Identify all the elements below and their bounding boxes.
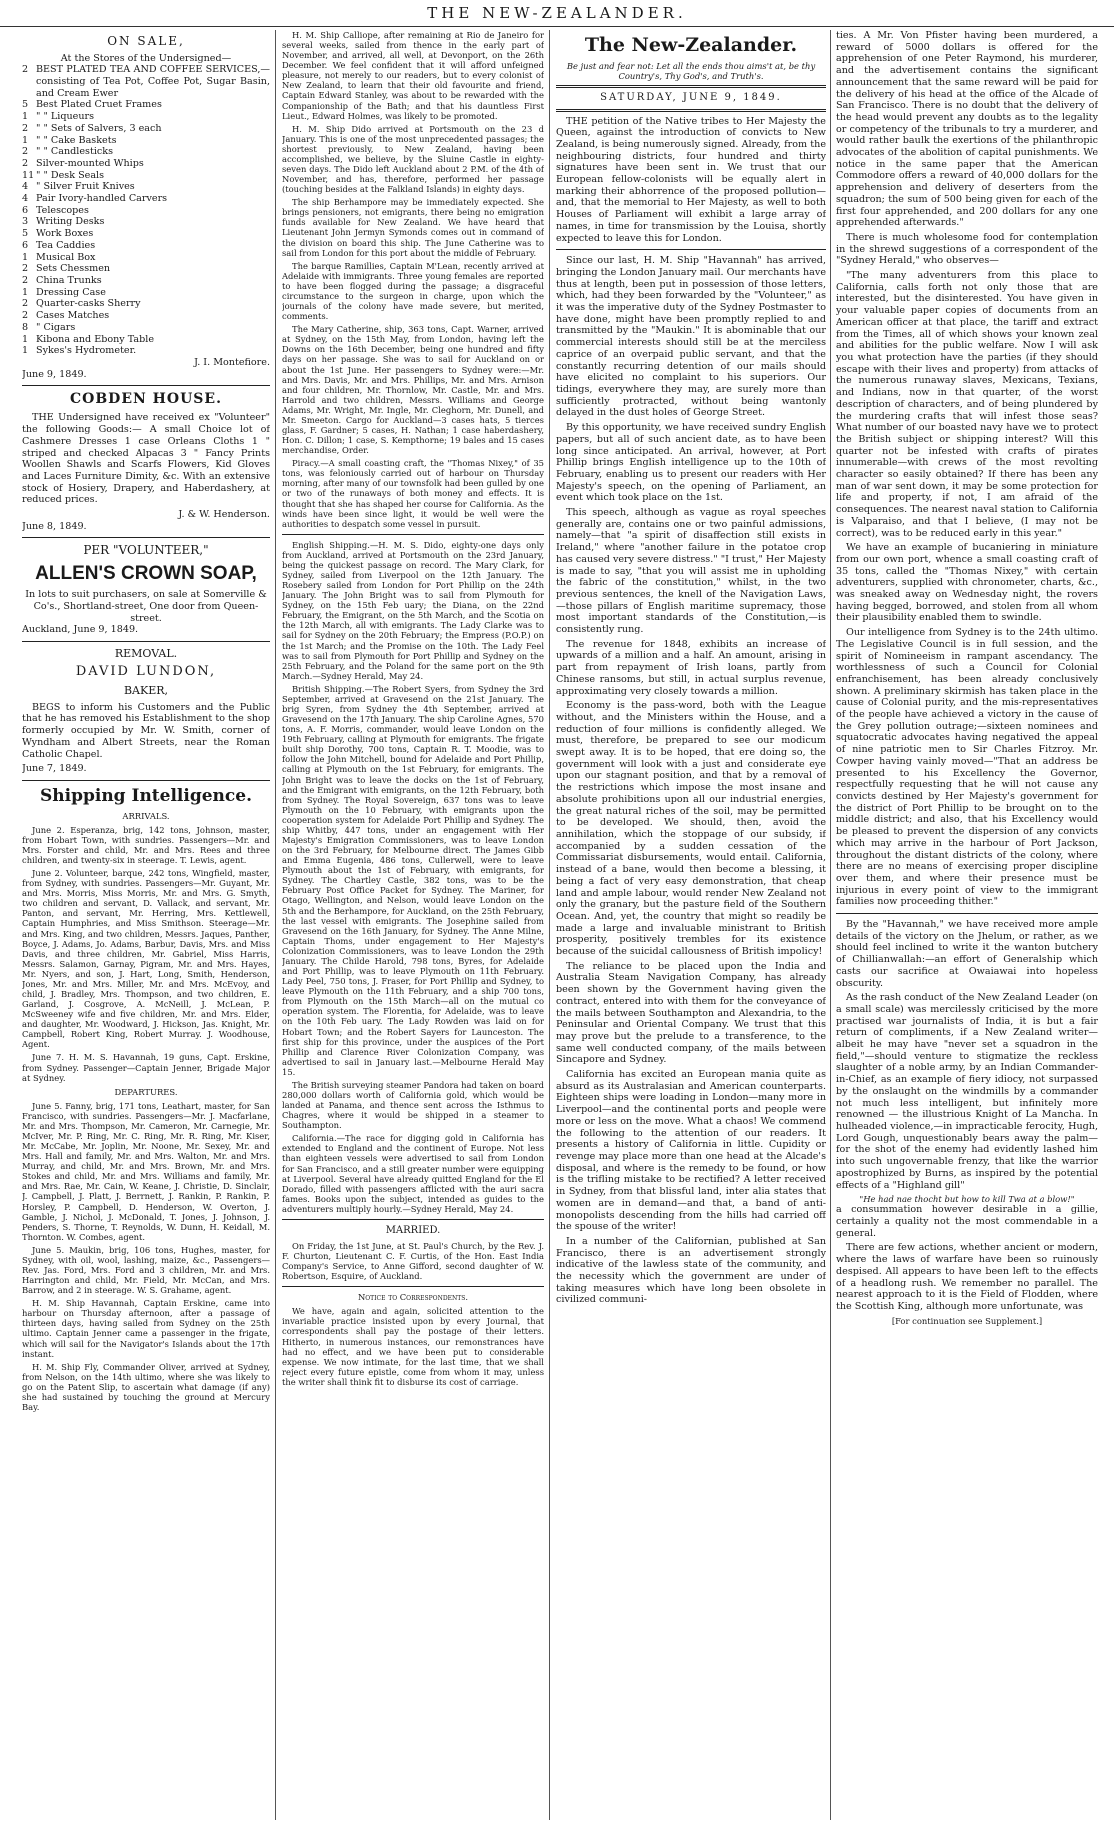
lundon-date: June 7, 1849.	[22, 763, 87, 775]
news-paragraph: H. M. Ship Dido arrived at Portsmouth on the 23 d January. This is one of the most unprecedented passages; the shortest previously, to New Zealand, having been accomplished, we believe, by the Sluine Castle in eighty-seven days. The Dido left Auckland about 2 P.M. of the 4th of November, and has, therefore, performed her passage (touching besides at the Falkland Islands) in eighty days.	[282, 123, 544, 195]
onsale-item-text: Best Plated Cruet Frames	[36, 99, 162, 111]
notice-body: We have, again and again, solicited attention to the invariable practice insisted upon by every Journal, that correspondents shall pay the postage of their letters. Hitherto, in numerous instances, our remonstrances have had no effect, and we have been put to considerable expense. We now intimate, for the last time, that we shall reject every future epistle, come from whom it may, unless the writer shall think fit to disburse its cost of carriage.	[282, 1306, 544, 1387]
onsale-item-text: Sets Chessmen	[36, 263, 111, 275]
onsale-item-qty: 1	[22, 333, 29, 345]
editorial-paragraph: By this opportunity, we have received sundry English papers, but all of such ancient date, as to have been long since anticipated. An arrival, however, at Port Phillip brings English intelligence up to the 10th of February, enabling us to present our readers with Her Majesty's speech, on the opening of Parliament, an event which took place on the 1st.	[556, 422, 826, 504]
editorial-paragraph: ties. A Mr. Von Pfister having been murdered, a reward of 5000 dollars is offered for the apprehension of one Peter Raymond, his murderer, and the advertisement contains the significant announcement that the same reward will be paid for the delivery of his head at the office of the Alcade of San Francisco. There is no doubt that the delivery of the head would prevent any doubts as to the legality or competency of the tribunals to try a murderer, and would rather baulk the exertions of the philanthropic advocates of the abolition of capital punishments. We notice in the same paper that the American Commodore offers a reward of 40,000 dollars for the apprehension and delivery of deserters from the squadron; the sum of 500 being given for each of the first four apprehended, and 200 dollars for any one apprehended afterwards."	[836, 30, 1098, 229]
onsale-item-text: Sykes's Hydrometer.	[36, 345, 137, 357]
editorial-paragraph: THE petition of the Native tribes to Her Majesty the Queen, against the introduction of convicts to New Zealand, is being numerously signed. Already, from the neighbouring districts, four hundred and thirty signatures have been sent in. We trust that our European fellow-colonists will be equally alert in marking their abhorrence of the proposed pollution—and, that the memorial to Her Majesty, as well to both Houses of Parliament will exhibit a large array of names, in time for transmission by the Louisa, shortly expected to leave this for London.	[556, 115, 826, 244]
arrivals-entry: June 2. Esperanza, brig, 142 tons, Johnson, master, from Hobart Town, with sundries. Passengers—Mr. and Mrs. Forster and child, Mr. and Mrs. Rees and three children, and twenty-six in steerage. T. Lewis, agent.	[22, 824, 270, 865]
onsale-intro: At the Stores of the Undersigned—	[60, 52, 232, 64]
onsale-item-text: " Silver Fruit Knives	[36, 181, 135, 193]
onsale-item	[22, 298, 270, 310]
editorial-paragraph: Economy is the pass-word, both with the League without, and the Ministers within the House, and a reduction of four millions is confidently alleged. We must, therefore, be prepared to see our modicum swept away. It is to be hoped, that ere doing so, the government will look with a just and considerate eye upon our stagnant position, and that by a removal of the restrictions which impose the most insane and absolute prohibitions upon all our industrial energies, the great natural riches of the soil, may be permitted to be developed. We should, then, avoid the annihilation, which the stoppage of our subsidy, if accompanied by a sudden cessation of the Commissariat disbursements, would entail. California, instead of a bane, would then become a blessing, it being a fact of very easy demonstration, that cheap land and ample labour, would render New Zealand not only the granary, but the pasture field of the Southern Ocean. And, yet, the country that might so readily be made a large and invaluable ministrant to British prosperity, positively trembles for its existence because of the suicidal callousness of British impolicy!	[556, 700, 826, 958]
column-4	[836, 30, 1098, 1820]
editorial-paragraph: The revenue for 1848, exhibits an increase of upwards of a million and a half. An amount, arising in part from repayment of Irish loans, partly from Chinese ransoms, but still, in actual surplus revenue, approximating very closely towards a million.	[556, 638, 826, 697]
onsale-item-text: Quarter-casks Sherry	[36, 298, 141, 310]
onsale-date: June 9, 1849.	[22, 368, 87, 380]
quoted-letter: "The many adventurers from this place to California, calls forth not only those that are interested, but the disinterested. You have given in your valuable paper copies of documents from an American officer at that place, the tariff and extract from the Times, all of which shows your known zeal and abilities for the public welfare. Now I will ask you what protection have the parties (if they should escape with their lives and property) from attacks of the numerous runaway slaves, Mexicans, Texians, and Indians, now in that quarter, of the worst description of characters, and of being plundered by the murdering crafts that will infest those seas? What number of our boasted navy have we to protect the British subject or shipping interest? Will this quarter not be infested with crafts of pirates innumerable—with crews of the most revolting character so easily obtained? If there has been any man of war sent down, it may be some protection for life and property, if not, I am afraid of the consequences. The nearest naval station to California is Valparaiso, and that I believe, (I may not be correct), was to be reduced early in this year."	[836, 270, 1098, 539]
editorial-paragraph: The reliance to be placed upon the India and Australia Steam Navigation Company, has already been shown by the Government having given the contract, entered into with them for the conveyance of the mails between Southampton and Alexandria, to the Peninsular and Oriental Company. We trust that this may prove but the prelude to a transference, to the same well conducted company, of the mails between Sincapore and Sydney.	[556, 960, 826, 1066]
removal-title: REMOVAL.	[114, 647, 178, 661]
onsale-item-text: Writing Desks	[36, 216, 105, 228]
onsale-item	[22, 64, 270, 99]
onsale-item	[22, 99, 270, 111]
masthead: THE NEW-ZEALANDER.	[0, 0, 1114, 27]
british-shipping-paragraph: British Shipping.—The Robert Syers, from Sydney the 3rd September, arrived at Gravesend on the 21st January. The brig Syren, from Sydney the 4th September, arrived at Gravesend on the 17th January. The ship Caroline Agnes, 570 tons, A. F. Morris, commander, would leave London on the 19th February, calling at Plymouth for emigrants. The frigate built ship Dorothy, 700 tons, Captain R. T. Moodie, was to follow the John Mitchell, bound for Adelaide and Port Phillip, calling at Plymouth on the 1st February, for emigrants. The John Bright was to leave the docks on the 1st of February, and the Emigrant with emigrants, on the 12th February, both from Sydney. The Royal Sovereign, 637 tons was to leave Plymouth on the 10 February, with emigrants upon the cooperation system for Adelaide Port Phillip and Sydney. The ship Whitby, 447 tons, under an engagement with Her Majesty's Emigration Commissioners, was to leave London on the 3rd February, for Melbourne direct. The James Gibb and Emma Eugenia, 486 tons, Cullerwell, were to leave Plymouth about the 1st of February, with emigrants, for Sydney. The Chartley Castle, 382 tons, was to be the February Post Office Packet for Sydney. The Mariner, for Otago, Wellington, and Nelson, would leave London on the 5th and the Berhampore, for Auckland, on the 25th February, the last vessel with emigrants. The Josephine sailed from Gravesend on the 16th January, for Sydney. The Anne Milne, Captain Thoms, under engagement to Her Majesty's Colonization Commissioners, was to leave London the 29th January. The Childe Harold, 798 tons, Byres, for Adelaide and Port Phillip, was to leave Plymouth on 11th February. Lady Peel, 750 tons, J. Fraser, for Port Phillip and Sydney, to leave Plymouth on the 11th February, and a ship 700 tons, from Plymouth on the 15th March—all on the mutual co operation system. The Florentia, for Adelaide, was to leave on the 10th Feb uary. The Lady Rowden was laid on for Hobart Town; and the Robert Sayers for Launceston. The first ship for this province, under the auspices of the Port Phillip and Clarence River Colonization Company, was advertised to sail in January last.—Melbourne Herald May 15.	[282, 683, 544, 1077]
onsale-item-text: Cases Matches	[36, 310, 110, 322]
onsale-item-qty: 2	[22, 64, 29, 76]
departures-entry: June 5. Maukin, brig, 106 tons, Hughes, master, for Sydney, with oil, wool, lashing, maize, &c., Passengers—Rev. Jas. Ford, Mrs. Ford and 3 children, Mr. and Mrs. Harrington and child, Mr. Field, Mr. McCan, and Mrs. Barrow, and 2 in steerage. W. S. Grahame, agent.	[22, 1244, 270, 1296]
editorial-paragraph: Since our last, H. M. Ship "Havannah" has arrived, bringing the London January mail. Our merchants have thus at length, been put in possession of those letters, which, had they been forwarded by the "Volunteer," as it was the imperative duty of the Sydney Postmaster to have done, might have been promptly replied to and transmitted by the "Maukin." It is abominable that our commercial interests should still be at the merciless caprice of an overpaid public servant, and that the constantly recurring detention of our mails should have elicited no complaint to his superiors. Our tidings, everywhere they may, are surely more than sufficiently protracted, without being wantonly delayed in the dust holes of George Street.	[556, 255, 826, 419]
onsale-item-text: Musical Box	[36, 251, 96, 263]
onsale-item-qty: 1	[22, 286, 29, 298]
editorial-paragraph: This speech, although as vague as royal speeches generally are, contains one or two painful admissions, namely—that "a spirit of disaffection still exists in Ireland," where "another failure in the potatoe crop has caused very severe distress." "I trust," Her Majesty is made to say, "that you will assist me in upholding the fabric of the constitution," whilst, in the two previous sentences, the knell of the Navigation Laws,—those pillars of English maritime supremacy, those most important standards of the Constitution,—is consistently rung.	[556, 507, 826, 636]
married-title: MARRIED.	[385, 1224, 441, 1236]
editorial-paragraph: Our intelligence from Sydney is to the 24th ultimo. The Legislative Council is in full session, and the spirit of Nomineeism in rampant ascendancy. The worthlessness of such a Council for Colonial enfranchisement, has been already conclusively shown. A preliminary skirmish has taken place in the cause of Colonial purity, and the mis-representatives of the people have achieved a victory in the cause of the Grey pollution outrage;—sixteen nominees and squatocratic advocates having negatived the appeal of nine patriotic men to Sir Charles Fitzroy. Mr. Cowper having vainly moved—"That an address be presented to his Excellency the Governor, respectfully requesting that he will not cause any convicts destined by Her Majesty's government for the district of Port Phillip to be brought on to the middle district; and also, that his Excellency would be pleased to prevent the dispersion of any convicts which may arrive in the harbour of Port Jackson, throughout the distant districts of the colony, where there are no means of exercising proper discipline over them, and where their presence must be injurious in every point of view to the immigrant families now proceeding thither."	[836, 627, 1098, 908]
departures-entry: June 5. Fanny, brig, 171 tons, Leathart, master, for San Francisco, with sundries. Passengers—Mr. J. Macfarlane, Mr. and Mrs. Thompson, Mr. Cameron, Mr. Carnegie, Mr. McIver, Mr. P. Ring, Mr. C. Ring, Mr. R. Ring, Mr. Kiser, Mr. McCabe, Mr. Joplin, Mr. Noone, Mr. Sexey, Mr. and Mrs. Hall and family, Mr. and Mrs. Walton, Mr. and Mrs. Murray, and child, Mr. and Mrs. Brown, Mr. and Mrs. Stokes and child, Mr. and Mrs. Williams and family, Mr. and Mrs. Rae, Mr. Cain, W. Keane, J. Christie, D. Sinclair, J. Campbell, J. Platt, J. Berrnett, J. Rankin, P. Rankin, P. Horsley, P. Campbell, D. Henderson, W. Overton, J. Gamble, J. Nichol, J. McDonald, T. Jones, J. Johnson, J. Penders, S. Thorne, T. Reynolds, W. Dunn, H. Keidall, M. Thornton. W. Combes, agent.	[22, 1100, 270, 1242]
onsale-item-qty: 2	[22, 274, 29, 286]
onsale-item	[22, 240, 270, 252]
havannah-paragraph: H. M. Ship Havannah, Captain Erskine, came into harbour on Thursday afternoon, after a passage of thirteen days, having sailed from Sydney on the 25th ultimo. Captain Jenner came a passenger in the frigate, which will sail for the Navigator's Islands about the 17th instant.	[22, 1298, 270, 1359]
fly-paragraph: H. M. Ship Fly, Commander Oliver, arrived at Sydney, from Nelson, on the 14th ultimo, where she was likely to go on the Patent Slip, to ascertain what damage (if any) she had sustained by touching the ground at Mercury Bay.	[22, 1361, 270, 1413]
onsale-item-text: Kibona and Ebony Table	[36, 333, 155, 345]
cobden-signature: J. & W. Henderson.	[178, 509, 270, 521]
onsale-item-qty: 1	[22, 251, 29, 263]
onsale-item-qty: 2	[22, 263, 29, 275]
onsale-item	[22, 146, 270, 158]
onsale-item-qty: 11	[22, 169, 35, 181]
news-paragraph: H. M. Ship Calliope, after remaining at Rio de Janeiro for several weeks, sailed from thence in the early part of November, and arrived, all well, at Devonport, on the 26th December. We feel confident that it will afford unfeigned pleasure, not merely to our readers, but to every colonist of New Zealand, to learn that their old favourite and friend, Captain Edward Stanley, was about to be rewarded with the Companionship of the Bath; and that his dauntless First Lieut., Edward Holmes, was likely to be promoted.	[282, 30, 544, 121]
soap-title: ALLEN'S CROWN SOAP,	[35, 563, 257, 585]
onsale-item-qty: 5	[22, 99, 29, 111]
onsale-item-qty: 5	[22, 228, 29, 240]
onsale-item	[22, 181, 270, 193]
lundon-body: BEGS to inform his Customers and the Public that he has removed his Establishment to the shop formerly occupied by Mr. W. Smith, corner of Wyndham and Albert Streets, near the Roman Catholic Chapel.	[22, 701, 270, 760]
onsale-item	[22, 123, 270, 135]
onsale-item-qty: 6	[22, 239, 29, 251]
departures-title: DEPARTURES.	[114, 1086, 178, 1097]
onsale-item	[22, 263, 270, 275]
onsale-item-qty: 3	[22, 216, 29, 228]
paper-motto: Be just and fear not: Let all the ends thou aims't at, be thy Country's, Thy God's, and Truth's.	[566, 61, 816, 82]
column-rule	[275, 30, 276, 1820]
onsale-item	[22, 345, 270, 357]
onsale-item-qty: 1	[22, 134, 29, 146]
california-paragraph: California.—The race for digging gold in California has extended to England and the continent of Europe. Not less than eighteen vessels were advertised to sail from London for San Francisco, and a still greater number were equipping at Liverpool. Several have already quitted England for the El Dorado, filled with passengers afflicted with the auri sacra fames. Books upon the subject, intended as guides to the adventurers multiply hourly.—Sydney Herald, May 24.	[282, 1133, 544, 1214]
onsale-item-text: Telescopes	[36, 204, 89, 216]
lundon-trade: BAKER,	[123, 684, 169, 698]
column-rule	[549, 30, 550, 1820]
editorial-paragraph: By the "Havannah," we have received more ample details of the victory on the Jhelum, or rather, as we should feel inclined to write it the wanton butchery of Chillianwallah:—an effort of Generalship which casts our sacrifice at Owaiawai into hopeless obscurity.	[836, 919, 1098, 989]
column-rule	[830, 30, 831, 1820]
onsale-item-qty: 2	[22, 122, 29, 134]
onsale-item	[22, 287, 270, 299]
paper-title: The New-Zealander.	[584, 34, 798, 56]
editorial-paragraph: As the rash conduct of the New Zealand Leader (on a small scale) was mercilessly criticised by the more practised war journalists of India, it is but a fair return of compliments, if a New Zealand writer—albeit he may have "never set a squadron in the field,"—should venture to stigmatize the reckless slaughter of a noble army, by an Indian Commander-in-Chief, as an example of fiery idiocy, not surpassed by the onslaught on the windmills by a commander not much less intelligent, but infinitely more renowned — the illustrious Knight of La Mancha. In hulheaded violence,—in impracticable ferocity, Hugh, Lord Gough, unquestionably bears away the palm—for the shot of the enemy had evidently lashed him into such ungovernable frenzy, that like the warrior apostrophized by Burns, as inspired by the potential effects of a "Highland gill"	[836, 992, 1098, 1191]
onsale-item-qty: 1	[22, 345, 29, 357]
onsale-item-qty: 2	[22, 310, 29, 322]
news-paragraph: The Mary Catherine, ship, 363 tons, Capt. Warner, arrived at Sydney, on the 15th May, from London, having left the Downs on the 16th December, being one hundred and fifty days on her passage. She was to sail for Auckland on or about the 1st June. Her passengers to Sydney were:—Mr. and Mrs. Davis, Mr. and Mrs. Phillips, Mr. and Mrs. Arnison and four children, Mr. Thornlow, Mr. Castle, Mr. and Mrs. Harrold and two children, Messrs. Williams and George Adams, Mr. Wright, Mr. Ingle, Mr. Cleghorn, Mr. Dunell, and Mr. Smeeton. Cargo for Auckland—3 cases hats, 5 tierces glass, F. Gardner; 5 cases, H. Nathan; 1 case haberdashery, Hon. C. Dillon; 1 case, S. Kempthorne; 19 bales and 15 cases merchandise, Order.	[282, 324, 544, 456]
onsale-item	[22, 275, 270, 287]
verse-quote: "He had nae thocht but how to kill Twa at a blow!"	[859, 1194, 1075, 1205]
cobden-date: June 8, 1849.	[22, 520, 87, 532]
onsale-item-text: " " Liqueurs	[36, 111, 95, 123]
onsale-signature: J. I. Montefiore.	[194, 356, 270, 368]
news-paragraph: The ship Berhampore may be immediately expected. She brings pensioners, not emigrants, there being no emigration funds available for New Zealand. We have heard that Lieutenant John Jermyn Symonds comes out in command of the division on board this ship. The June Catherine was to sail from London for this port about the middle of February.	[282, 197, 544, 258]
married-body: On Friday, the 1st June, at St. Paul's Church, by the Rev. J. F. Churton, Lieutenant C. F. Curtis, of the Hon. East India Company's Service, to Anne Gifford, second daughter of W. Robertson, Esquire, of Auckland.	[282, 1240, 544, 1282]
arrivals-entry: June 2. Volunteer, barque, 242 tons, Wingfield, master, from Sydney, with sundries. Passengers—Mr. Guyant, Mr. and Mrs. Morris, Miss Morris, Mr. and Mrs. G. Smyth, two children and servant, D. Vallack, and servant, Mr. Panton, and servant, Mr. Herring, Mrs. Kettlewell, Captain Humphries, and Miss Smithson. Steerage—Mr. and Mrs. King, and two children, Messrs. Jaques, Panther, Boyce, J. Adams, Jo. Adams, Barbur, Davis, Mrs. and Miss Davis, and three children, Mr. Gabriel, Miss Harris, Messrs. Salamon, Garnay, Pigram, Mr. and Mrs. Hayes, Mr. Nyers, and son, J. Hart, Long, Smith, Henderson, Jones, Mr. and Mrs. Miller, Mr. and Mrs. McEvoy, and child, J. Bradley, Mrs. Thompson, and two children, E. Garland, J. Cosgrove, A. McNeill, J. McLean, P. McSweeney wife and five children, Mr. and Mrs. Elder, and daughter, Mr. Woodward, J. Hickson, Jas. Knight, Mr. Campbell, Robert King, Robert Murray. J. Woodhouse, Agent.	[22, 868, 270, 1050]
onsale-item-text: " Cigars	[36, 321, 76, 333]
news-paragraph: The barque Ramillies, Captain M'Lean, recently arrived at Adelaide with immigrants. Three young females are reported to have been flogged during the passage; a disgraceful circumstance to the surgeon in charge, upon which the journals of the colony have made severe, but merited, comments.	[282, 260, 544, 322]
onsale-item-text: Dressing Case	[36, 286, 106, 298]
continued-note: [For continuation see Supplement.]	[891, 1315, 1043, 1326]
onsale-item-qty: 4	[22, 181, 29, 193]
onsale-item-qty: 4	[22, 193, 29, 205]
editorial-paragraph: In a number of the Californian, published at San Francisco, there is an advertisement strongly indicative of the lawless state of the community, and the necessity which the government are under of taking measures which have long been obsolete in civilized communi-	[556, 1235, 826, 1306]
onsale-item-text: Pair Ivory-handled Carvers	[36, 193, 168, 205]
onsale-item	[22, 193, 270, 205]
notice-title: Notice to Correspondents.	[357, 1292, 469, 1303]
soap-body: In lots to suit purchasers, on sale at Somerville & Co's., Shortland-street, One door from Queen-street.	[25, 589, 267, 624]
onsale-item	[22, 170, 270, 182]
onsale-item-qty: 2	[22, 157, 29, 169]
onsale-item-text: Tea Caddies	[36, 239, 96, 251]
soap-date: Auckland, June 9, 1849.	[22, 624, 139, 636]
onsale-item-qty: 2	[22, 298, 29, 310]
onsale-item	[22, 158, 270, 170]
column-3	[556, 30, 826, 1820]
onsale-item	[22, 216, 270, 228]
onsale-item	[22, 228, 270, 240]
column-1	[22, 30, 270, 1820]
issue-date: SATURDAY, JUNE 9, 1849.	[600, 92, 782, 104]
onsale-item	[22, 334, 270, 346]
onsale-item-qty: 2	[22, 146, 29, 158]
per-volunteer-title: PER "VOLUNTEER,"	[83, 543, 209, 558]
onsale-item	[22, 135, 270, 147]
pandora-paragraph: The British surveying steamer Pandora had taken on board 280,000 dollars worth of California gold, which would be landed at Panama, and thence sent across the Isthmus to Chagres, where it would be shipped in a steamer to Southampton.	[282, 1079, 544, 1131]
onsale-item-text: " " Sets of Salvers, 3 each	[36, 122, 162, 134]
arrivals-entry: June 7. H. M. S. Havannah, 19 guns, Capt. Erskine, from Sydney. Passenger—Captain Jenner, Brigade Major at Sydney.	[22, 1052, 270, 1083]
onsale-item-qty: 1	[22, 111, 29, 123]
cobden-body: THE Undersigned have received ex "Volunteer" the following Goods:— A small Choice lot of Cashmere Dresses 1 case Orleans Cloths 1 " striped and checked Alpacas 3 " Fancy Prints Woollen Shawls and Scarfs Flowers, Kid Gloves and Laces Furniture Dimity, &c. With an extensive stock of Hosiery, Drapery, and Haberdashery, at reduced prices.	[22, 412, 270, 506]
onsale-item-text: " " Candlesticks	[36, 146, 114, 158]
onsale-item	[22, 310, 270, 322]
onsale-item	[22, 205, 270, 217]
editorial-paragraph: a consummation however desirable in a gillie, certainly a quality not the most commendable in a general.	[836, 1204, 1098, 1239]
onsale-item-text: Work Boxes	[36, 228, 94, 240]
onsale-item-text: " " Desk Seals	[36, 169, 105, 181]
piracy-paragraph: Piracy.—A small coasting craft, the "Thomas Nixey," of 35 tons, was feloniously carried out of harbour on Thursday morning, after many of our townsfolk had been gulled by one or two of the runaways of both money and effects. It is thought that she has shaped her course for California. As the winds have been since light, it would be well were the authorities to despatch some vessel in pursuit.	[282, 458, 544, 529]
onsale-item-qty: 8	[22, 321, 29, 333]
arrivals-title: ARRIVALS.	[122, 810, 170, 821]
onsale-title: ON SALE,	[107, 34, 185, 48]
onsale-item-text: China Trunks	[36, 274, 102, 286]
shipping-title: Shipping Intelligence.	[40, 785, 252, 806]
onsale-item-text: " " Cake Baskets	[36, 134, 117, 146]
editorial-paragraph: There is much wholesome food for contemplation in the shrewd suggestions of a correspondent of the "Sydney Herald," who observes—	[836, 231, 1098, 267]
column-2	[282, 30, 544, 1820]
onsale-list	[22, 64, 270, 357]
cobden-title: COBDEN HOUSE.	[70, 391, 222, 408]
onsale-item	[22, 111, 270, 123]
onsale-item-qty: 6	[22, 204, 29, 216]
english-shipping-paragraph: English Shipping.—H. M. S. Dido, eighty-one days only from Auckland, arrived at Portsmouth on the 23rd January, being the quickest passage on record. The Mary Clark, for Sydney, sailed from Liverpool on the 12th January. The Rosebery sailed from London for Port Phillip on the 24th January. The John Bright was to sail from Plymouth for Sydney, on the 15th Feb uary; the Diana, on the 22nd February, the Emigrant, on the 5th March, and the Scotia on the 12th March, all with emigrants. The Lady Clarke was to sail for Sydney on the 20th February; the Empress (P.O.P.) on the 1st March; and the Promise on the 10th. The Lady Feel was to sail from Plymouth for Port Phillip and Sydney on the 25th February, and the Poland for the same port on the 9th March.—Sydney Herald, May 24.	[282, 539, 544, 681]
editorial-paragraph: We have an example of bucaniering in miniature from our own port, whence a small coasting craft of 35 tons, called the "Thomas Nixey," with certain adventurers, supplied with chronometer, charts, &c., was sneaked away on Wednesday night, the rovers having begged, borrowed, and stolen from all whom their plausibility enabled them to swindle.	[836, 542, 1098, 624]
lundon-name: DAVID LUNDON,	[75, 664, 217, 680]
onsale-item-text: BEST PLATED TEA AND COFFEE SERVICES,—consisting of Tea Pot, Coffee Pot, Sugar Basin, and Cream Ewer	[36, 64, 270, 99]
onsale-item-text: Silver-mounted Whips	[36, 157, 144, 169]
onsale-item	[22, 322, 270, 334]
editorial-paragraph: There are few actions, whether ancient or modern, where the laws of warfare have been so ruinously despised. All appears to have been left to the effects of a headlong rush. We remember no parallel. The nearest approach to it is the Field of Flodden, where the Scottish King, although more unfortunate, was	[836, 1242, 1098, 1312]
onsale-item	[22, 252, 270, 264]
editorial-paragraph: California has excited an European mania quite as absurd as its Australasian and American counterparts. Eighteen ships were loading in London—many more in Liverpool—and the continental ports and people were more or less on the move. What a chaos! We commend the following to the attention of our readers. It presents a history of California in little. Cupidity or revenge may place more than one head at the Alcade's disposal, and where is the remedy to be found, or how is the trifling mistake to be rectified? A letter received in Sydney, from that blissful land, inter alia states that women are in demand—and that, a band of anti-monopolists descending from the hills had carried off the spouse of the writer!	[556, 1069, 826, 1233]
